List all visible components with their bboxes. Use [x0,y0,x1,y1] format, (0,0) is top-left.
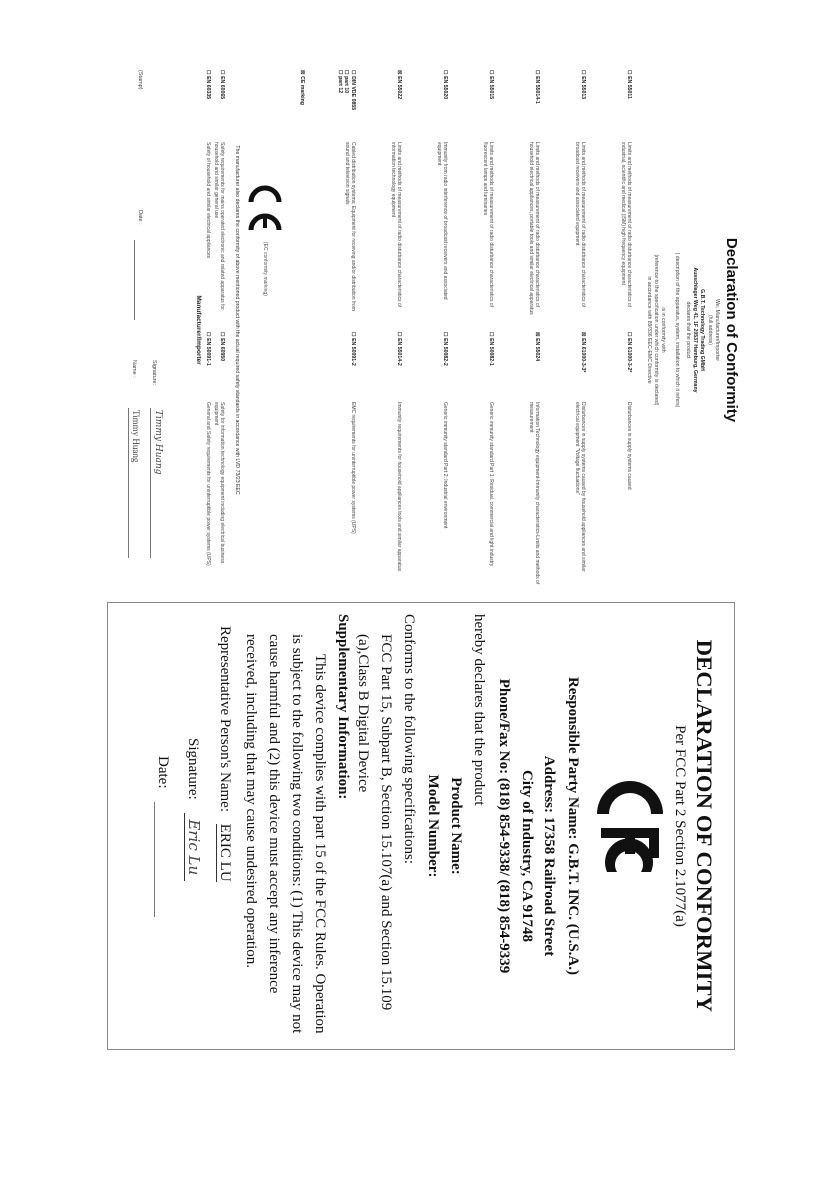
ce-stamp-label: (Stamp) [137,70,143,90]
ce-left-standard: ☐ EN 55014-1 [534,70,540,104]
fcc-supplementary-body: This device complies with part 15 of the FCC Rules. Operation is subject to the following two conditions: (1) This device may not cause harmful and (2) this device must accept any inference received, including that may cause undesired operation. [243,634,328,1034]
fcc-signature-row [184,738,203,1168]
fcc-title: DECLARATION OF CONFORMITY [692,639,717,1013]
ce-right-description: EMC requirements for uninterruptible power systems (UPS) [350,402,356,534]
fcc-supplementary-text [239,634,331,1044]
fcc-phone-fax: Phone/Fax No: (818) 854-9338/ (818) 854-9339 [496,678,512,974]
ce-right-description: Generic immunity standard Part 2: Industrial environment [442,402,448,529]
fcc-declaration-wrapper [155,614,717,1034]
fcc-rep-row [216,626,233,1056]
ce-right-standard: ☐ EN 60950 [219,332,225,362]
fcc-spec-line1: FCC Part 15, Subpart B, Section 15.107(a) and Section 15.109 [378,634,394,1011]
ce-right-description: Disturbances in supply systems caused [626,402,632,490]
ce-right-standard: ☒ EN 61000-3-3* [580,332,586,373]
ce-left-description: Limits and methods of measurement of radio disturbance characteristics of industrial, scientific and medical (ISM) high frequency equipment [619,142,632,308]
ce-left-standard: ☐ EN 55020 [442,70,448,100]
ce-standard-row [352,70,402,590]
fcc-rep-name-label: Representative Person's Name: [217,626,233,812]
ce-left-description: Limits and methods of measurement of radio disturbance characteristics of information technology equipment [389,142,402,308]
ce-left-standard: ☐ EN 55011 [626,70,632,99]
ce-left-standard: ☐ EN 55015 [488,70,494,100]
ce-right-description: Generic immunity standard Part 1: Residual, commercial and light industry [488,402,494,567]
fcc-declaration-page [111,606,731,1046]
ce-declaration-wrapper [131,70,740,585]
ce-conformity-line2: (reference to the specification under which conformity is declared) [653,254,659,406]
fcc-date-label: Date: [155,756,171,789]
ce-name-value: Timmy Huang [131,410,141,463]
fcc-address-line2: City of Industry, CA 91748 [519,769,535,943]
ce-conformity-line1: is in conformity with [660,307,666,353]
ce-standard-row [398,70,448,590]
ce-right-description: Immunity requirements for household appliances tools and similar apparatus [396,402,402,571]
ce-declares: declares that the product [685,301,691,359]
fcc-date-row [154,756,171,1186]
ce-company: G.B.T. Technology Trading GMbH [699,289,705,371]
fcc-date-line [154,802,169,917]
ce-signature-row [105,70,165,590]
ce-right-description: Safety for information technology equipment including electrical business equipment [212,402,225,564]
ce-signature-label: Signature: [151,360,157,386]
fcc-address-line1: Address: 17358 Railroad Street [541,755,557,957]
ce-right-standard: ☐ EN 55014-2 [396,332,402,366]
ce-left-description: Immunity from radio interference of broadcast receivers and associated equipment [435,142,448,300]
ce-left-description: Cabled distribution systems; Equipment for receiving and/or distribution from sound and television signals [343,142,356,311]
fcc-model-number-label: Model Number: [425,774,441,878]
ce-date-label: Date : [137,210,143,225]
ce-conformity-line3: in accordance with 89/336 EEC-EMC Directive [646,276,652,384]
ce-lvd-note: The manufacturer also declares the conformity of above mentioned product with the actual required safety standards in accordance with LVD 73/23 EEC [234,145,240,495]
fcc-signature-label: Signature: [185,738,201,800]
ce-left-description: Safety requirements for mains operated electronic and related apparatus for household and similar general use [212,142,225,310]
ce-description-label: ( description of the apparatus, system, installation to which it refers) [674,252,680,408]
fcc-supplementary-label: Supplementary Information: [335,614,351,800]
ce-manufacturer-label: Manufacturer/Importer [195,295,202,365]
ce-left-standard: ☐ EN 55013 [580,70,586,100]
ce-mark-logo [245,178,285,238]
ce-left-description: Safety of household and similar electrical appliances [205,142,211,259]
ce-address: Ausschlager Weg 41, 1F 20537 Hamburg, Germany [692,267,698,393]
ce-signature-line [150,408,163,558]
ce-standard-row [536,70,586,590]
ce-signature-value: Timmy Huang [153,410,163,475]
ce-right-description: Disturbances in supply systems caused by household appliances and similar electrical equipment "Voltage fluctuations" [573,402,586,572]
fcc-logo [591,776,669,876]
ce-left-description: Limits and methods of measurement of radio disturbance characteristics of fluorescent lamps and luminaries [481,142,494,308]
fcc-rep-name-value: ERIC LU [217,823,233,882]
ce-full-address-label: (full address) [707,315,713,345]
ce-right-standard: ☐ EN 50082-2 [442,332,448,366]
fcc-product-name-label: Product Name: [448,777,464,875]
ce-name-line [128,408,141,558]
ce-title: Declaration of Conformity [723,237,740,423]
ce-standard-row [582,70,632,590]
ce-left-description: Limits and methods of measurement of radio disturbance characteristics of household electrical appliances, portable tools and similar electrical apparatus [527,142,540,315]
ce-right-description: General and Safety requirements for uninterruptible power systems (UPS) [205,402,211,566]
fcc-logo-text: FC [668,776,669,778]
fcc-responsible-party: Responsible Party Name: G.B.T. INC. (U.S.A.) [565,676,581,976]
ce-standard-row [490,70,540,590]
fcc-subtitle: Per FCC Part 2 Section 2.1077(a) [672,725,688,927]
ce-right-standard: ☒ EN 55024 [534,332,540,362]
ce-standard-row [444,70,494,590]
ce-right-standard: ☐ EN 50091-1 [205,332,211,366]
ce-right-standard: ☐ EN 50091-2 [350,332,356,366]
ce-left-standard: ☐ DIN VDE 0855 ☐ part 10 ☐ part 12 [337,70,356,111]
ce-left-standard: ☐ EN 60335 [205,70,211,100]
ce-left-description: Limits and methods of measurement of radio disturbance characteristics of broadcast receivers and associated equipment [573,142,586,308]
ce-conformity-marking-label: (EC conformity marking) [262,242,268,296]
ce-left-standard: ☒ EN 55022 [396,70,402,100]
fcc-signature-value: Eric Lu [184,813,203,881]
ce-declaration-page [90,70,750,590]
ce-standard-row [306,70,356,590]
ce-name-label: Name : [131,360,137,378]
ce-date-line [134,240,143,320]
ce-right-standard: ☐ EN 50082-1 [488,332,494,366]
ce-marking-row [255,70,305,590]
ce-right-description: Information Technology equipment-Immunity characteristics-Limits and methods of measurement [527,402,540,585]
ce-marking-label: ☒ CE marking [299,70,305,105]
ce-right-standard: ☐ EN 61000-3-2* [626,332,632,373]
ce-left-standard: ☐ EN 60065 [219,70,225,100]
ce-standard-row [161,70,211,590]
fcc-hereby: hereby declares that the product [471,614,487,806]
fcc-spec-line2: (a),Class B Digital Device [355,634,371,793]
ce-we-label: We, Manufacturer/Importer [714,299,720,361]
fcc-conforms: Conforms to the following specifications: [401,614,417,864]
